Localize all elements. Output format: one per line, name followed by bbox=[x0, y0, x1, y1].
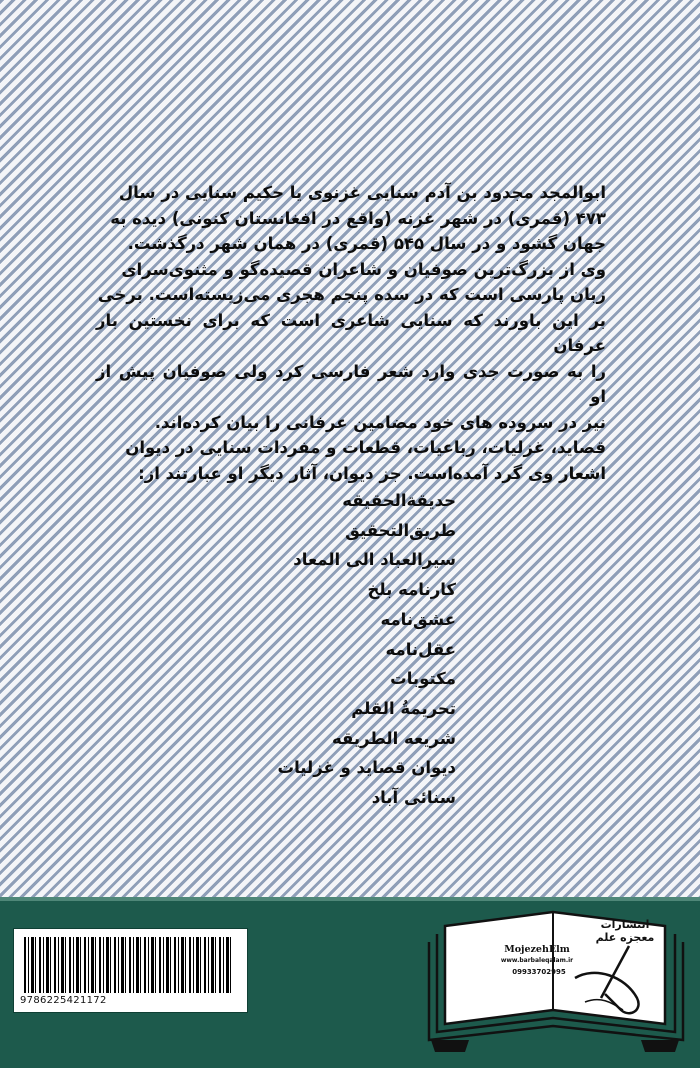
band-divider bbox=[0, 897, 700, 901]
works-list-item: کارنامه بلخ bbox=[367, 580, 456, 600]
bottom-band bbox=[0, 897, 700, 1068]
paragraph-line: جهان گشود و در سال ۵۴۵ (قمری) در همان شهر درگذشت. bbox=[127, 234, 606, 253]
publisher-name-line2: معجزه علم bbox=[595, 931, 655, 944]
publisher-website: www.barbaleqalam.ir bbox=[500, 957, 574, 964]
publisher-name-line1: انتشارات bbox=[600, 918, 650, 931]
works-list bbox=[96, 486, 606, 813]
works-list-item: دیوان قصاید و غزلیات bbox=[277, 758, 456, 778]
works-list-item: عشق‌نامه bbox=[380, 609, 456, 629]
description-block bbox=[96, 180, 606, 813]
isbn-number: 9786225421172 bbox=[20, 995, 107, 1006]
paragraph-line: وی از بزرگ‌ترین صوفیان و شاعران قصیده‌گو و مثنوی‌سرای bbox=[121, 259, 606, 279]
works-list-item: عقل‌نامه bbox=[385, 639, 456, 659]
publisher-phone: 09933702995 bbox=[512, 968, 566, 976]
publisher-logo bbox=[425, 906, 687, 1053]
paragraph-line: را به صورت جدی وارد شعر فارسی کرد ولی صوفیان پیش از او bbox=[96, 361, 606, 406]
barcode-box bbox=[13, 928, 248, 1013]
paragraph-line: اشعار وی گرد آمده‌است. جز دیوان، آثار دیگر او عبارتند از: bbox=[138, 463, 606, 483]
works-list-item: طریق‌التحقیق bbox=[345, 520, 456, 540]
works-list-item: سیرالعباد الی المعاد bbox=[293, 550, 456, 570]
publisher-latin-name: MojezehElm bbox=[504, 944, 570, 955]
works-list-item: شریعه الطریقه bbox=[331, 728, 456, 748]
works-list-item: حدیقةالحقیقه bbox=[342, 491, 456, 510]
barcode-bars bbox=[24, 937, 234, 993]
paragraph-line: ابوالمجد مجدود بن آدم سنایی غزنوی یا حکیم سنایی در سال bbox=[118, 183, 606, 202]
works-list-item: مکتوبات bbox=[390, 669, 456, 689]
paragraph-line: زبان پارسی است که در سده پنجم هجری می‌زیسته‌است. برخی bbox=[97, 285, 606, 304]
paragraph-line: بر این باورند که سنایی شاعری است که برای نخستین بار عرفان bbox=[96, 310, 606, 355]
works-list-item: تحریمةُ القلم bbox=[351, 698, 456, 718]
paragraph-line: نیز در سروده های خود مضامین عرفانی را بیان کرده‌اند. bbox=[154, 412, 606, 432]
paragraph-line: ۴۷۳ (قمری) در شهر غزنه (واقع در افغانستان کنونی) دیده به bbox=[110, 208, 606, 228]
paragraph-line: قصاید، غزلیات، رباعیات، قطعات و مفردات سنایی در دیوان bbox=[125, 438, 606, 457]
works-list-item: سنائی آباد bbox=[371, 788, 456, 808]
